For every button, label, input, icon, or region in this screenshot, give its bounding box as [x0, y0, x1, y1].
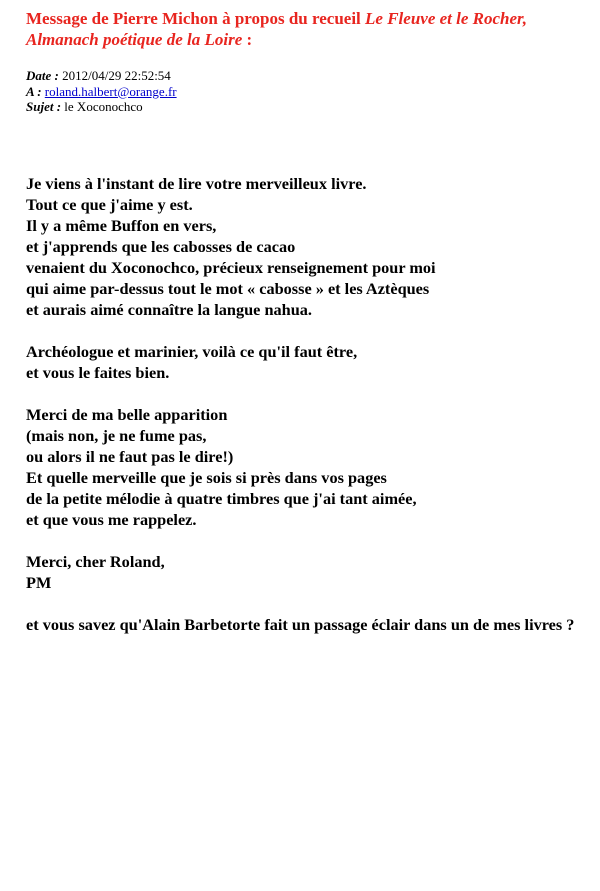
message-line: Archéologue et marinier, voilà ce qu'il faut être,	[26, 341, 358, 361]
message-line: de la petite mélodie à quatre timbres que j'ai tant aimée,	[26, 488, 417, 508]
message-body	[26, 173, 586, 635]
page-title	[26, 8, 586, 50]
title-book-title-1: Le Fleuve et le Rocher,	[365, 9, 527, 28]
message-paragraph	[26, 614, 586, 635]
date-value: 2012/04/29 22:52:54	[62, 68, 171, 83]
email-metadata	[26, 68, 586, 115]
message-line: Et quelle merveille que je sois si près dans vos pages	[26, 467, 387, 487]
message-line: et vous le faites bien.	[26, 362, 170, 382]
subject-row	[26, 99, 586, 115]
message-paragraph	[26, 404, 586, 530]
message-paragraph	[26, 341, 586, 383]
message-line: PM	[26, 572, 52, 592]
title-book-title-2: Almanach poétique de la Loire	[26, 30, 243, 49]
date-row	[26, 68, 586, 84]
message-line: (mais non, je ne fume pas,	[26, 425, 207, 445]
message-line: venaient du Xoconochco, précieux renseignement pour moi	[26, 257, 436, 277]
recipient-label: A :	[26, 83, 42, 99]
message-line: et j'apprends que les cabosses de cacao	[26, 236, 296, 256]
recipient-row	[26, 84, 586, 100]
message-line: et vous savez qu'Alain Barbetorte fait un passage éclair dans un de mes livres ?	[26, 614, 575, 634]
title-suffix: :	[242, 30, 253, 49]
message-line: qui aime par-dessus tout le mot « cabosse » et les Aztèques	[26, 278, 430, 298]
title-prefix: Message de Pierre Michon à propos du recueil	[26, 9, 366, 28]
recipient-email-link[interactable]: roland.halbert@orange.fr	[44, 83, 177, 99]
message-line: Je viens à l'instant de lire votre merveilleux livre.	[26, 173, 367, 193]
subject-label: Sujet :	[26, 99, 62, 114]
message-line: et aurais aimé connaître la langue nahua.	[26, 299, 312, 319]
message-line: et que vous me rappelez.	[26, 509, 197, 529]
message-line: Merci, cher Roland,	[26, 551, 165, 571]
message-line: ou alors il ne faut pas le dire!)	[26, 446, 234, 466]
subject-value: le Xoconochco	[64, 99, 143, 114]
message-line: Merci de ma belle apparition	[26, 404, 228, 424]
message-line: Tout ce que j'aime y est.	[26, 194, 193, 214]
date-label: Date :	[26, 68, 59, 83]
message-paragraph	[26, 173, 586, 320]
message-line: Il y a même Buffon en vers,	[26, 215, 217, 235]
message-page	[26, 8, 586, 656]
message-paragraph	[26, 551, 586, 593]
